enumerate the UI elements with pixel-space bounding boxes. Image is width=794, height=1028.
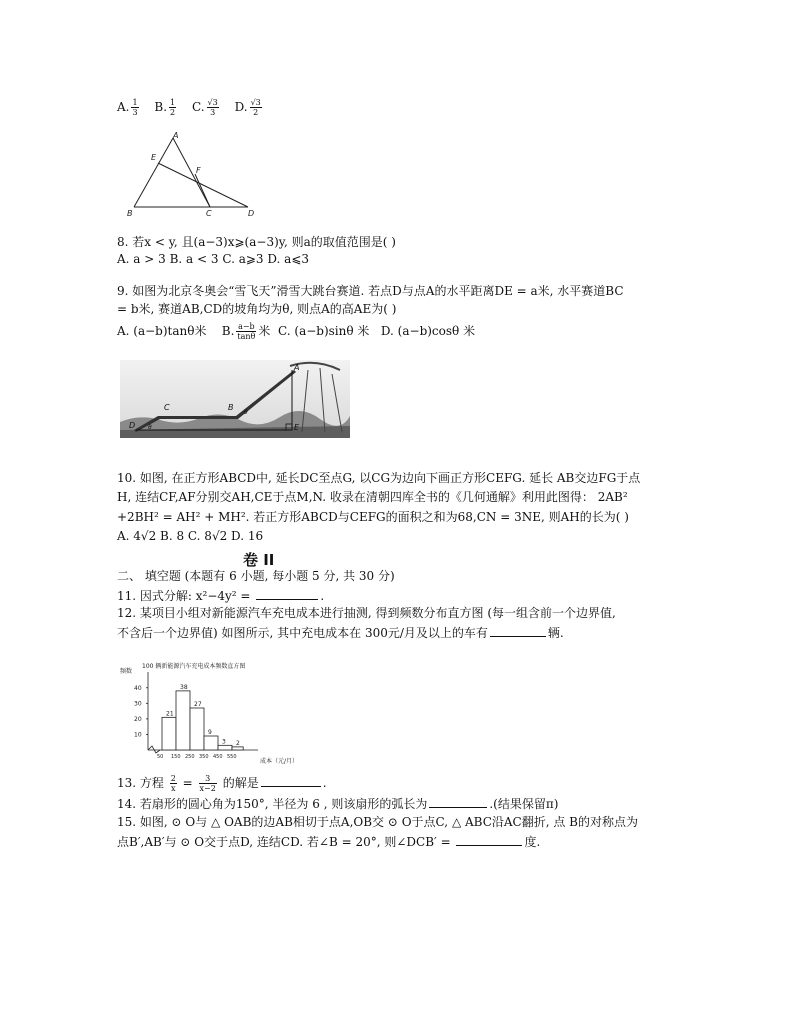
q12-line2: 不含后一个边界值) 如图所示, 其中充电成本在 300元/月及以上的车有 辆. <box>117 626 564 640</box>
chart-xlabel: 成本（元/月） <box>260 758 299 765</box>
x-tick-label: 550 <box>227 754 237 760</box>
fig7-label-e: E <box>151 153 157 162</box>
q12-answer-blank[interactable] <box>490 624 546 637</box>
y-tick-label: 30 <box>134 700 142 708</box>
bar-value-label: 38 <box>180 683 188 691</box>
fig7-label-f: F <box>196 166 201 175</box>
histogram-bar-extra <box>232 747 243 750</box>
histogram-bar <box>176 691 190 750</box>
histogram-bar <box>218 745 232 750</box>
bar-value-label: 9 <box>208 729 212 736</box>
q15-line2: 点B′,AB′与 ⊙ O交于点D, 连结CD. 若∠B = 20°, 则∠DCB′ = 度. <box>117 835 541 849</box>
fig9-label-e: E <box>294 423 300 432</box>
q15-answer-blank[interactable] <box>456 833 522 846</box>
histogram-bar <box>162 717 176 750</box>
section-title: 卷 II <box>243 551 275 569</box>
x-tick-label: 150 <box>171 754 181 760</box>
fig9-label-d: D <box>129 421 136 430</box>
x-tick-label: 450 <box>213 754 223 760</box>
fig7-label-a: A <box>173 132 179 140</box>
bar-value-label: 21 <box>166 710 174 718</box>
q14: 14. 若扇形的圆心角为150°, 半径为 6 , 则该扇形的弧长为 .(结果保留π) <box>117 797 559 811</box>
fig7-label-b: B <box>127 209 133 218</box>
fig9-label-theta2: θ <box>244 409 248 416</box>
q11: 11. 因式分解: x²−4y² = . <box>117 589 325 603</box>
q9-options: A. (a−b)tanθ米 B. $\frac{a-b}{\tan\theta}$ 米 C. (a−b)sinθ 米 D. (a−b)cosθ 米 <box>117 322 476 341</box>
q11-answer-blank[interactable] <box>256 587 318 600</box>
q7-options <box>117 98 274 117</box>
q13-answer-blank[interactable] <box>261 774 321 787</box>
chart-title: 100 辆新能源汽车充电成本频数直方图 <box>142 663 246 670</box>
x-tick-label: 250 <box>185 754 195 760</box>
q7-option-d: D. $\frac{√3}{2}$ <box>234 98 261 117</box>
y-tick-label: 40 <box>134 684 142 692</box>
fig9-label-c: C <box>164 403 170 412</box>
x-tick-label: 350 <box>199 754 209 760</box>
q10-options: A. 4√2 B. 8 C. 8√2 D. 16 <box>117 529 264 543</box>
q10-line2: H, 连结CF,AF分别交AH,CE于点M,N. 收录在清朝四库全书的《几何通解》利用此图得： 2AB² <box>117 490 628 504</box>
y-tick-label: 20 <box>134 715 142 723</box>
q8-stem: 8. 若x < y, 且(a−3)x⩾(a−3)y, 则a的取值范围是( ) <box>117 235 396 249</box>
q7-option-b: B. $\frac{1}{2}$ <box>154 98 176 117</box>
fig9-label-b: B <box>228 403 234 412</box>
q9-stem-line1: 9. 如图为北京冬奥会“雪飞天”滑雪大跳台赛道. 若点D与点A的水平距离DE = a米, 水平赛道BC <box>117 284 624 298</box>
q7-option-c: C. $\frac{√3}{3}$ <box>191 98 218 117</box>
q10-line1: 10. 如图, 在正方形ABCD中, 延长DC至点G, 以CG为边向下画正方形CEFG. 延长 AB交边FG于点 <box>117 471 641 485</box>
fig9-label-a: A <box>294 363 300 372</box>
q7-option-a: A. $\frac{1}{3}$ <box>117 98 138 117</box>
bar-value-label: 2 <box>236 739 240 747</box>
q14-answer-blank[interactable] <box>429 795 487 808</box>
fig7-label-c: C <box>206 209 212 218</box>
triangle-figure <box>118 132 263 222</box>
y-tick-label: 10 <box>134 731 142 739</box>
histogram-chart <box>118 660 328 770</box>
bar-value-label: 27 <box>194 701 202 708</box>
q13: 13. 方程 $\frac{2}{x}$ = $\frac{3}{x-2}$ 的解是 . <box>117 774 327 793</box>
q8-options: A. a > 3 B. a < 3 C. a⩾3 D. a⩽3 <box>117 252 310 266</box>
bar-value-label: 3 <box>222 738 226 746</box>
q10-line3: +2BH² = AH² + MH². 若正方形ABCD与CEFG的面积之和为68,CN = 3NE, 则AH的长为( ) <box>117 510 629 524</box>
q15-line1: 15. 如图, ⊙ O与 △ OAB的边AB相切于点A,OB交 ⊙ O于点C, △ ABC沿AC翻折, 点 B的对称点为 <box>117 815 638 829</box>
section2-header: 二、 填空题 (本题有 6 小题, 每小题 5 分, 共 30 分) <box>117 569 395 583</box>
q9-stem-line2: = b米, 赛道AB,CD的坡角均为θ, 则点A的高AE为( ) <box>117 302 397 316</box>
ski-jump-figure <box>120 360 350 438</box>
fig7-label-d: D <box>248 209 255 218</box>
q12-line1: 12. 某项目小组对新能源汽车充电成本进行抽测, 得到频数分布直方图 (每一组含前一个边界值, <box>117 606 616 620</box>
fig9-label-theta1: θ <box>148 424 152 431</box>
chart-ylabel: 频数 <box>120 668 133 675</box>
histogram-bar <box>190 708 204 750</box>
histogram-bar <box>204 736 218 750</box>
x-tick-label: 50 <box>157 754 164 760</box>
